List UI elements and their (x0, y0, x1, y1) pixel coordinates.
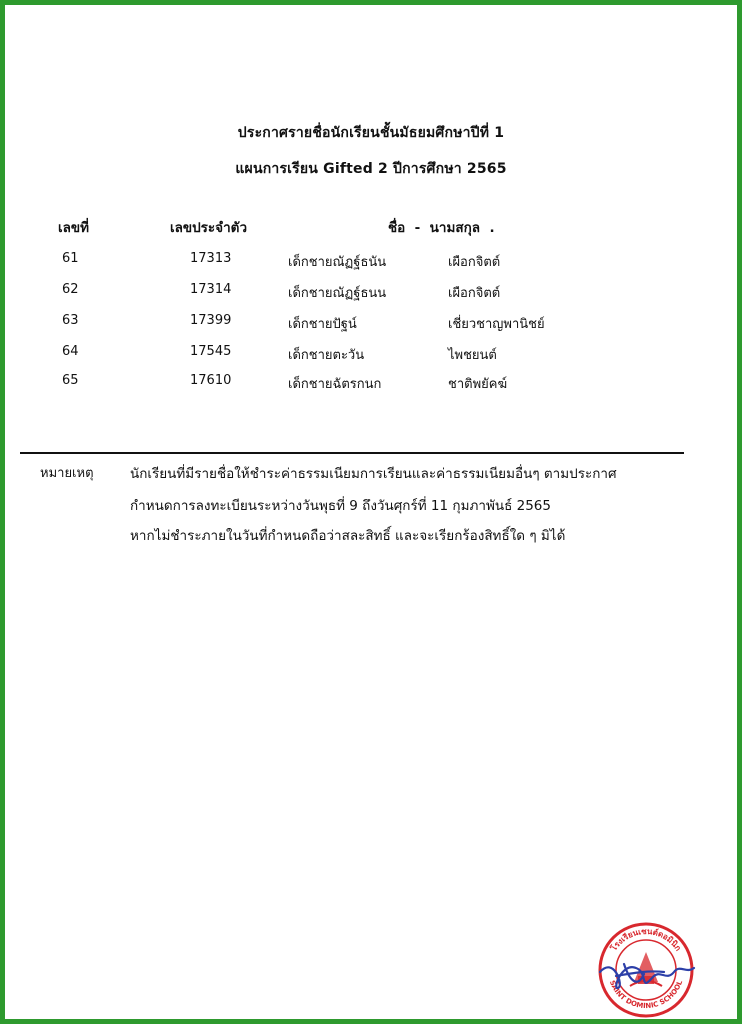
header-name: ชื่อ - นามสกุล . (388, 220, 495, 236)
announcement-subtitle: แผนการเรียน Gifted 2 ปีการศึกษา 2565 (235, 161, 507, 177)
divider-line (20, 452, 684, 454)
row-last-name: เผือกจิตต์ (448, 286, 501, 301)
row-last-name: เผือกจิตต์ (448, 255, 501, 270)
row-student-id: 17313 (190, 251, 232, 266)
row-student-id: 17610 (190, 373, 232, 388)
row-first-name: เด็กชายปัฐน์ (288, 317, 357, 332)
row-last-name: เชี่ยวชาญพานิชย์ (448, 317, 545, 332)
row-no: 64 (62, 344, 79, 359)
row-student-id: 17314 (190, 282, 232, 297)
row-first-name: เด็กชายตะวัน (288, 348, 365, 363)
row-last-name: ชาติพยัคฆ์ (448, 377, 508, 392)
row-last-name: ไพชยนต์ (448, 348, 497, 363)
school-seal-stamp (594, 916, 698, 1020)
note-label: หมายเหตุ (40, 466, 94, 481)
row-no: 61 (62, 251, 79, 266)
row-student-id: 17545 (190, 344, 232, 359)
row-first-name: เด็กชายณัฏฐ์ธนัน (288, 255, 387, 270)
row-first-name: เด็กชายณัฏฐ์ธนน (288, 286, 387, 301)
svg-text:SAINT DOMINIC SCHOOL: SAINT DOMINIC SCHOOL (607, 979, 685, 1011)
note-line: นักเรียนที่มีรายชื่อให้ชำระค่าธรรมเนียมการเรียนและค่าธรรมเนียมอื่นๆ ตามประกาศ (130, 466, 617, 482)
announcement-title: ประกาศรายชื่อนักเรียนชั้นมัธยมศึกษาปีที่ 1 (237, 125, 505, 141)
row-no: 63 (62, 313, 79, 328)
row-first-name: เด็กชายฉัตรกนก (288, 377, 382, 392)
svg-text:โรงเรียนเซนต์ดอมินิก: โรงเรียนเซนต์ดอมินิก (609, 926, 683, 953)
header-student-id: เลขประจำตัว (170, 220, 248, 236)
note-line: กำหนดการลงทะเบียนระหว่างวันพุธที่ 9 ถึงวันศุกร์ที่ 11 กุมภาพันธ์ 2565 (130, 498, 551, 514)
note-line: หากไม่ชำระภายในวันที่กำหนดถือว่าสละสิทธิ์ และจะเรียกร้องสิทธิ์ใด ๆ มิได้ (130, 528, 566, 544)
header-no: เลขที่ (58, 220, 90, 236)
row-no: 62 (62, 282, 79, 297)
row-student-id: 17399 (190, 313, 232, 328)
row-no: 65 (62, 373, 79, 388)
